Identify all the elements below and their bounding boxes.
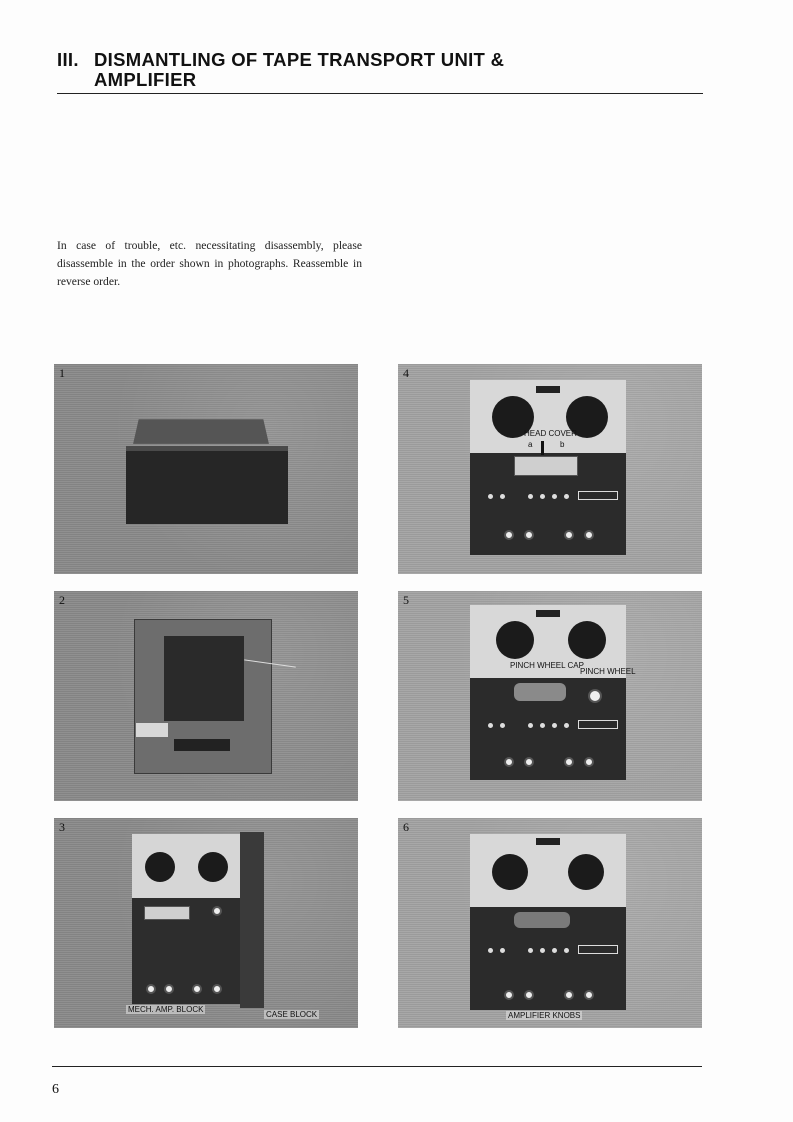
- knob-icon: [212, 906, 222, 916]
- section-number: III.: [57, 49, 79, 70]
- button-icon: [500, 494, 505, 499]
- caption-label-b: b: [560, 440, 565, 449]
- photo-number: 2: [59, 593, 65, 607]
- caption-amplifier-knobs: AMPLIFIER KNOBS: [508, 1011, 581, 1020]
- key-row: [578, 945, 618, 954]
- caption-case-block: CASE BLOCK: [266, 1010, 318, 1019]
- photo-4: [398, 364, 702, 574]
- brand-plate: [536, 838, 560, 845]
- button-icon: [552, 494, 557, 499]
- left-reel-icon: [496, 621, 534, 659]
- button-icon: [552, 723, 557, 728]
- photo-number: 1: [59, 366, 65, 380]
- left-reel-icon: [145, 852, 175, 882]
- page-number: 6: [52, 1082, 59, 1097]
- right-reel-icon: [198, 852, 228, 882]
- button-icon: [528, 723, 533, 728]
- knob-icon: [564, 757, 574, 767]
- right-reel-icon: [568, 854, 604, 890]
- deck-case: [126, 450, 288, 524]
- amplifier-knob-icon: [524, 990, 534, 1000]
- button-icon: [540, 948, 545, 953]
- photo-6: [398, 818, 702, 1028]
- amplifier-knob-icon: [584, 990, 594, 1000]
- button-icon: [500, 948, 505, 953]
- button-icon: [500, 723, 505, 728]
- amplifier-knob-icon: [504, 990, 514, 1000]
- rear-cover: [164, 636, 244, 721]
- case-block-side: [240, 832, 264, 1008]
- knob-icon: [504, 757, 514, 767]
- tape-deck: [470, 380, 626, 555]
- photo-5: [398, 591, 702, 801]
- photo-number: 5: [403, 593, 409, 607]
- tape-deck: [470, 605, 626, 780]
- button-icon: [528, 494, 533, 499]
- title-line-1: DISMANTLING OF TAPE TRANSPORT UNIT &: [94, 49, 505, 70]
- button-icon: [552, 948, 557, 953]
- title-line-2: AMPLIFIER: [94, 69, 197, 90]
- caption-head-cover: HEAD COVER: [524, 429, 577, 438]
- button-icon: [540, 723, 545, 728]
- mech-amp-block: [132, 834, 242, 1004]
- caption-pinch-wheel: PINCH WHEEL: [580, 667, 636, 676]
- pointer-arrow: [541, 441, 544, 455]
- button-icon: [564, 948, 569, 953]
- photo-1: [54, 364, 358, 574]
- knob-icon: [564, 530, 574, 540]
- photo-number: 6: [403, 820, 409, 834]
- knob-icon: [192, 984, 202, 994]
- deck-top-panel: [133, 419, 269, 444]
- button-icon: [488, 723, 493, 728]
- photo-number: 4: [403, 366, 409, 380]
- key-row: [578, 720, 618, 729]
- page-title: [57, 50, 697, 90]
- knob-icon: [524, 530, 534, 540]
- photo-number: 3: [59, 820, 65, 834]
- knob-icon: [584, 530, 594, 540]
- amplifier-knob-icon: [564, 990, 574, 1000]
- rear-jack-plate: [174, 739, 230, 751]
- head-assembly: [514, 683, 566, 701]
- right-reel-icon: [568, 621, 606, 659]
- knob-icon: [504, 530, 514, 540]
- button-icon: [564, 723, 569, 728]
- button-icon: [488, 948, 493, 953]
- left-reel-icon: [492, 854, 528, 890]
- title-divider: [57, 93, 703, 94]
- button-icon: [564, 494, 569, 499]
- pinch-wheel-icon: [588, 689, 602, 703]
- brand-plate: [536, 610, 560, 617]
- intro-paragraph: In case of trouble, etc. necessitating disassembly, please disassemble in the order shown in photographs. Reassemble in reverse order.: [57, 239, 362, 288]
- knob-icon: [584, 757, 594, 767]
- key-row: [578, 491, 618, 500]
- caption-pinch-wheel-cap: PINCH WHEEL CAP: [510, 661, 584, 670]
- button-icon: [528, 948, 533, 953]
- photo-3: [54, 818, 358, 1028]
- rear-label: [136, 723, 168, 737]
- photo-2: [54, 591, 358, 801]
- knob-icon: [164, 984, 174, 994]
- button-icon: [488, 494, 493, 499]
- head-cover: [514, 456, 578, 476]
- tape-deck: [470, 834, 626, 1010]
- head-assembly: [514, 912, 570, 928]
- deck-rim: [126, 446, 288, 451]
- knob-icon: [524, 757, 534, 767]
- knob-icon: [146, 984, 156, 994]
- knob-icon: [212, 984, 222, 994]
- brand-plate: [536, 386, 560, 393]
- caption-mech-amp-block: MECH. AMP. BLOCK: [128, 1005, 204, 1014]
- caption-label-a: a: [528, 440, 533, 449]
- footer-divider: [52, 1066, 702, 1067]
- button-icon: [540, 494, 545, 499]
- head-block: [144, 906, 190, 920]
